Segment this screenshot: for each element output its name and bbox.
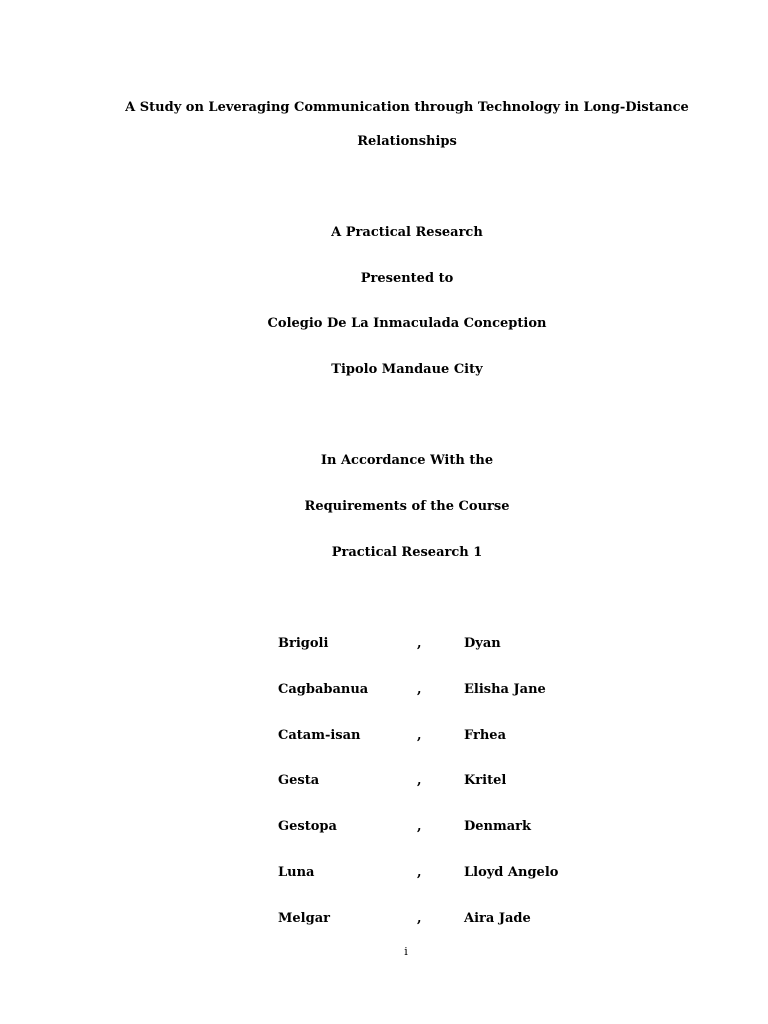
author-first-name: Frhea [464,728,506,743]
author-row [0,819,768,835]
author-row [0,773,768,789]
author-last-name: Brigoli [278,636,329,651]
author-first-name: Aira Jade [464,911,531,926]
research-type: A Practical Research [331,225,483,240]
institution-location: Tipolo Mandaue City [331,362,483,377]
author-last-name: Cagbabanua [278,682,369,697]
title-line-1: A Study on Leveraging Communication through Technology in Long-Distance [125,100,689,115]
author-separator: , [417,911,422,926]
author-separator: , [417,682,422,697]
author-separator: , [417,773,422,788]
author-row [0,728,768,744]
author-first-name: Kritel [464,773,507,788]
author-row [0,865,768,881]
author-last-name: Luna [278,865,315,880]
author-last-name: Gestopa [278,819,337,834]
author-row [0,911,768,927]
author-separator: , [417,636,422,651]
author-first-name: Dyan [464,636,501,651]
accordance-line: In Accordance With the [320,453,494,468]
author-first-name: Elisha Jane [464,682,546,697]
author-separator: , [417,865,422,880]
author-separator: , [417,819,422,834]
author-separator: , [417,728,422,743]
institution-name: Colegio De La Inmaculada Conception [267,316,547,331]
author-last-name: Gesta [278,773,320,788]
author-last-name: Catam-isan [278,728,361,743]
author-first-name: Denmark [464,819,532,834]
course-name: Practical Research 1 [331,545,483,560]
author-row [0,636,768,652]
author-row [0,682,768,698]
presented-to: Presented to [360,271,454,286]
title-line-2: Relationships [357,134,457,149]
author-last-name: Melgar [278,911,330,926]
requirements-line: Requirements of the Course [304,499,510,514]
page-number: i [404,945,408,958]
author-first-name: Lloyd Angelo [464,865,559,880]
